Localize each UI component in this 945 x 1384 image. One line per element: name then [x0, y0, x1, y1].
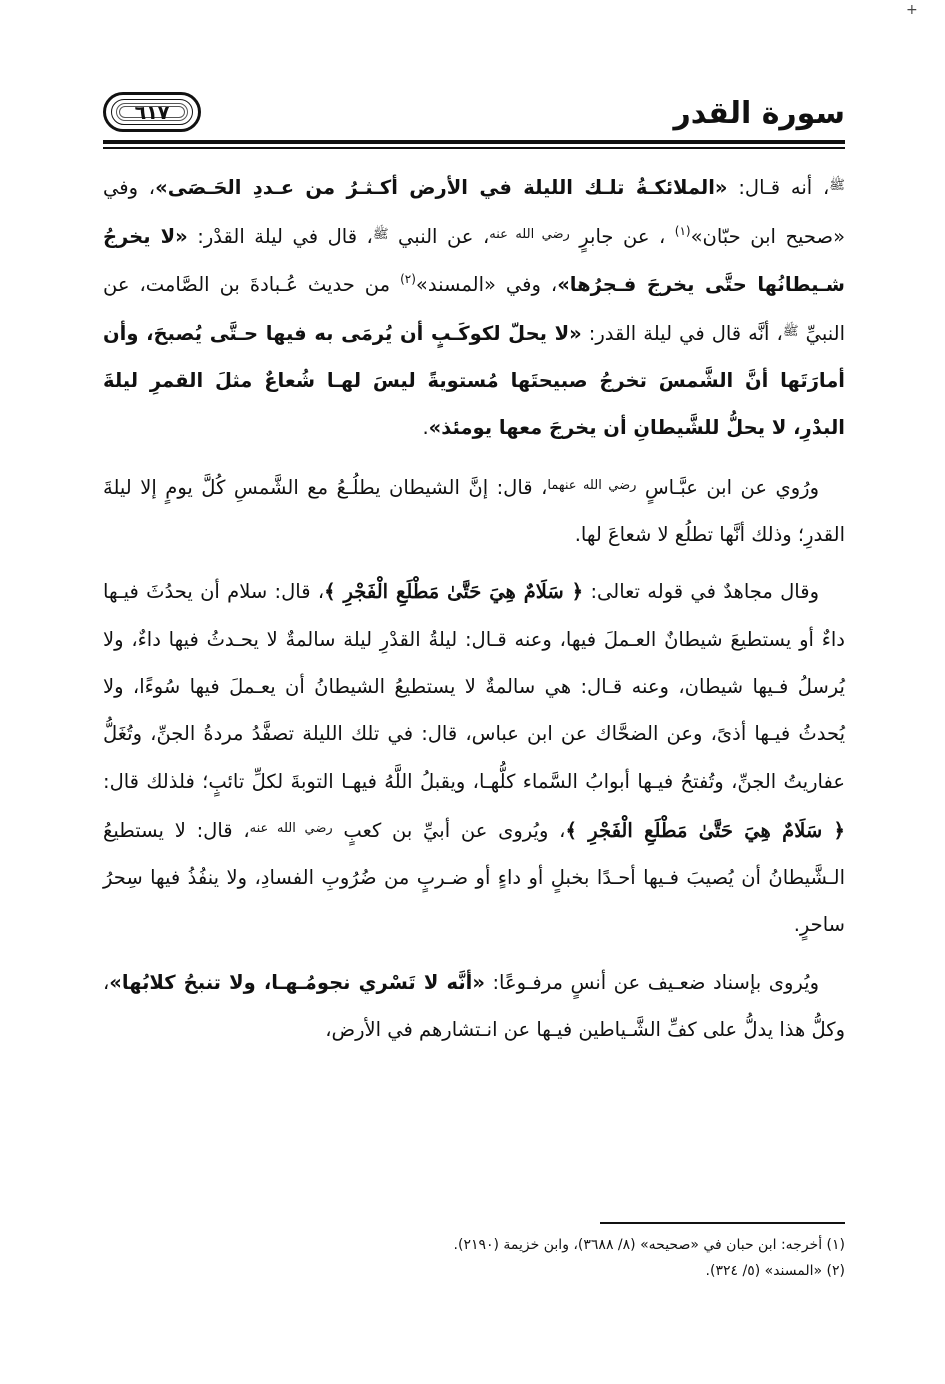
- paragraph-4: [103, 959, 845, 1054]
- header-rule-thick: [103, 140, 845, 144]
- paragraph-text: وقال مجاهدٌ في قوله تعالى:: [583, 580, 819, 604]
- footnote-1: (١) أخرجه: ابن حبان في «صحيحه» (٨/ ٣٦٨٨)، وابن خزيمة (٢١٩٠).: [453, 1237, 845, 1253]
- quran-verse: ﴿ سَلَامٌ هِيَ حَتَّىٰ مَطْلَعِ الْفَجْرِ ﴾: [324, 580, 584, 604]
- honorific-glyph: ﷺ: [829, 178, 846, 193]
- paragraph-text: ، أنه قـال:: [727, 176, 830, 199]
- paragraph-text: ويُروى بإسناد ضعـيف عن أنسٍ مرفـوعًا:: [484, 970, 819, 994]
- paragraph-text: ، قال في ليلة القدْر:: [187, 225, 373, 249]
- footnote-ref-1[interactable]: (١): [674, 224, 691, 239]
- paragraph-text: ، قال: لا يستطيعُ الـشَّيطانُ أن يُصيبَ فـيها أحـدًا بخبلٍ أو داءٍ أو ضـربٍ من ضُرُوبِ الفسادِ، ولا ينفُذُ فيها سِحرُ ساحرٍ.: [103, 818, 845, 937]
- footnote-2: (٢) «المسند» (٥/ ٣٢٤).: [705, 1263, 845, 1279]
- paragraph-text: ، وفي «المسند»: [415, 272, 558, 296]
- paragraph-text: من حديث عُـبادةَ بن الصَّامت، عن النبيِّ: [103, 272, 845, 345]
- paragraph-text: ، وكلُّ هذا يدلُّ على كفِّ الشَّـياطين فيـها عن انـتشارهم في الأرض،: [103, 970, 845, 1042]
- honorific-glyph: رضي الله عنهما: [547, 477, 637, 493]
- hadith-quote: «لا يخرجُ شـيطانُها حتَّى يخرجَ فـجرُها»: [103, 225, 845, 296]
- page-number: ٦١٧: [134, 102, 170, 124]
- corner-mark: +: [906, 2, 918, 18]
- hadith-quote: «أنَّه لا تَسْري نجومُـهـا، ولا تنبحُ كلابُها»: [109, 970, 485, 994]
- header-rule-thin: [103, 147, 845, 149]
- footnotes: [103, 1232, 845, 1284]
- honorific-glyph: ﷺ: [372, 227, 389, 243]
- surah-title: سورة القدر: [673, 96, 845, 131]
- page-number-badge: [103, 92, 201, 132]
- honorific-glyph: رضي الله عنه: [489, 227, 570, 243]
- honorific-glyph: ﷺ: [782, 323, 799, 339]
- paragraph-2: [103, 462, 845, 559]
- paragraph-text: ، ويُروى عن أبيِّ بن كعبٍ: [332, 818, 566, 842]
- page-body: [103, 162, 845, 1063]
- paragraph-text: ، وفي «صحيح ابن حبّان»: [103, 176, 845, 249]
- paragraph-text: ورُوي عن ابن عبَّـاسٍ: [636, 475, 819, 499]
- page-header: [103, 90, 845, 138]
- paragraph-1: [103, 162, 845, 452]
- quran-verse: ﴿ سَلَامٌ هِيَ حَتَّىٰ مَطْلَعِ الْفَجْرِ ﴾: [565, 818, 845, 842]
- paragraph-text: .: [422, 416, 429, 440]
- paragraph-3: [103, 568, 845, 948]
- paragraph-text: ، قال: سلام أن يحدُثَ فيـها داءٌ أو يستطيعَ شيطانٌ العـملَ فيها، وعنه قـال: ليلةُ القدْرِ ليلة سالمةٌ لا يحـدثُ فيها داءٌ، ولا يُرسلُ فـيها شيطان، وعنه قـال: هي سالمةٌ لا يستطيعُ الشيطانُ أن يعـملَ فيها سُوءًا، ولا يُحدثُ فيـها أذىً، وعن الضحَّاك عن ابن عباس، قال: في تلك الليلة تصفَّدُ مردةُ الجنِّ، وتُغَلُّ عفاريتُ الجنِّ، وتُفتحُ فيـها أبوابُ السَّماء كلُّهـا، ويقبلُ اللَّهُ فيهـا التوبةَ لكلِّ تائبٍ؛ فلذلك قال:: [103, 580, 845, 793]
- paragraph-text: ، عن جابرٍ: [569, 225, 675, 249]
- paragraph-text: ، عن النبي: [388, 225, 490, 249]
- paragraph-text: ، أنَّه قال في ليلة القدر:: [581, 321, 783, 345]
- footnote-ref-2[interactable]: (٢): [400, 271, 416, 286]
- hadith-quote: «لا يحلّ لكوكَـبٍ أن يُرمَى به فيها حـتَّى يُصبحَ، وأن أمارَتَها أنَّ الشَّمسَ تخرجُ صبيحتَها مُستويةً ليسَ لهـا شُعاعٌ مثلَ القمرِ ليلةَ البدْرِ، لا يحلُّ للشَّيطانِ أن يخرجَ معها يومئذ»: [103, 321, 845, 440]
- paragraph-text: ، قال: إنَّ الشيطان يطلُـعُ مع الشَّمسِ كُلَّ يومٍ إلا ليلةَ القدرِ؛ وذلك أنَّها تطلُع لا شعاعَ لها.: [103, 475, 845, 547]
- honorific-glyph: رضي الله عنه: [249, 820, 333, 836]
- footnote-separator: [600, 1222, 845, 1224]
- hadith-quote: «الملائكـةُ تلـك الليلة في الأرض أكـثـرُ من عـددِ الحَـصَى»: [155, 176, 728, 199]
